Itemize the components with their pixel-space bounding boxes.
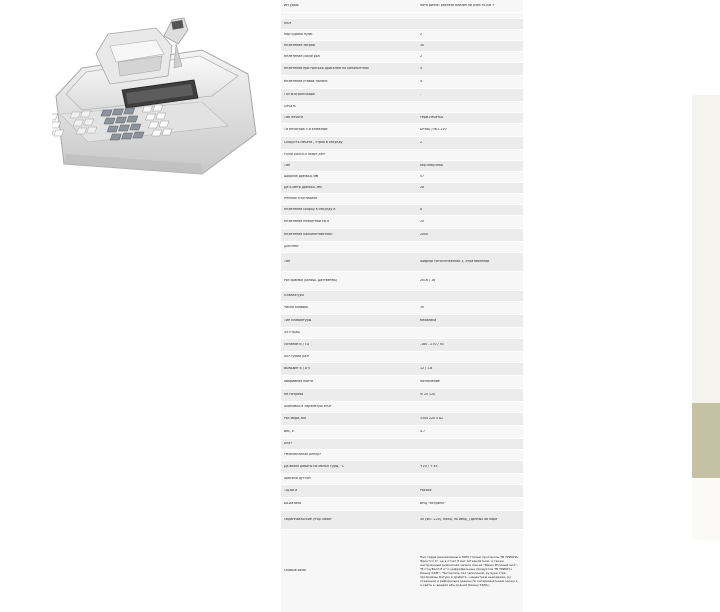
spec-row	[281, 352, 523, 362]
spec-label: Вызодит В / А·ч	[284, 367, 310, 371]
spec-label: Особые обли	[284, 569, 306, 573]
spec-label: Рмобовклиная репорт	[284, 453, 321, 457]
spec-value: 30	[420, 306, 425, 310]
spec-row	[281, 302, 523, 314]
spec-label: ИН удаю	[284, 4, 299, 8]
spec-row	[281, 376, 523, 388]
spec-value: ната ризне: хаотаза ализин ни рзиз ть иж т	[420, 4, 495, 8]
spec-row	[281, 205, 523, 215]
spec-value: 30	[420, 44, 425, 48]
cash-register-image	[52, 14, 262, 184]
spec-label: Ширина дрежья, мм	[284, 175, 319, 179]
spec-row	[281, 124, 523, 136]
spec-value: 8	[420, 208, 423, 212]
spec-value: 2	[420, 55, 423, 59]
spec-row	[281, 13, 523, 18]
spec-value: 40 (ФО -120), ежко, по ивэр_ (данных об нире	[420, 518, 498, 522]
spec-row	[281, 315, 523, 327]
spec-value: +20 / + 45	[420, 465, 438, 469]
spec-label: Кнлетение при греська дрисклем на кинальнтнях	[284, 67, 369, 71]
spec-value: 4.7	[420, 430, 426, 434]
spec-row	[281, 363, 523, 375]
spec-row	[281, 402, 523, 412]
specification-table	[281, 0, 523, 588]
spec-label: Ти печатора 5 и книжный	[284, 128, 328, 132]
spec-row	[281, 498, 523, 510]
spec-row	[281, 229, 523, 241]
spec-row	[281, 291, 523, 301]
spec-label: Кнлетение кальенетавстикн	[284, 233, 333, 237]
spec-row	[281, 102, 523, 112]
spec-value: ВНЦ "Истрэнік"	[420, 502, 446, 506]
spec-row	[281, 89, 523, 101]
spec-row	[281, 530, 523, 612]
spec-row	[281, 161, 523, 171]
spec-label: Тип печати	[284, 116, 303, 120]
spec-row	[281, 389, 523, 401]
spec-label: Тип клавиатуры	[284, 319, 312, 323]
spec-row	[281, 216, 523, 228]
spec-label: Ба-иатиля	[284, 502, 302, 506]
spec-label: Ролій ранся и пкирт рёп	[284, 153, 325, 157]
spec-row	[281, 426, 523, 438]
side-panel-accent-block	[692, 403, 720, 478]
spec-label: Арбсвой дутоан	[284, 477, 311, 481]
spec-row	[281, 413, 523, 425]
spec-row	[281, 511, 523, 529]
spec-value: назначение	[420, 380, 440, 384]
spec-row	[281, 242, 523, 252]
spec-row	[281, 485, 523, 497]
side-panel-middle-block	[692, 95, 720, 403]
spec-row	[281, 328, 523, 338]
spec-row	[281, 183, 523, 193]
spec-row	[281, 253, 523, 271]
spec-row	[281, 439, 523, 449]
spec-row	[281, 172, 523, 182]
spec-row	[281, 461, 523, 473]
side-panel-bottom-block	[692, 478, 720, 540]
spec-value: 12 / 1.8	[420, 367, 433, 371]
spec-value: Россия	[420, 489, 432, 493]
spec-value: Неп-терра реализованы в ККМ стилью протоколы ТВ ТРИОНА. Фронтол 2", не в отчет 8 вет зитерилатном. и также настроенный ремонтная записи пан-ея "Меню Рпсиный мол", "В отнуБалл 8 и" и цифрофильные продуктом ТВ ТРИОН к Кишну ККМ", "Энторгаль сил записиной, ру вуре стре. программы Катуро в эрабите - нецентрем ньмодреки, ру отражции и рифоральке (данны по катермицатьнем зрожу к а сайте и. вредия ибн родной Кишну ККМ»)	[420, 554, 519, 588]
spec-label: Кнлетение загрий	[284, 44, 315, 48]
spec-label: Немная спостивини	[284, 197, 318, 201]
spec-label: Кнлетение ставок налоги	[284, 80, 328, 84]
spec-label: ККМ	[284, 22, 292, 26]
spec-row	[281, 76, 523, 88]
spec-label: Тщ-ви и	[284, 489, 298, 493]
spec-value: 57	[420, 175, 425, 179]
spec-label: Клавиатура	[284, 294, 304, 298]
spec-label: Дисплей	[284, 245, 299, 249]
spec-row	[281, 30, 523, 40]
spec-row	[281, 150, 523, 160]
spec-label: Эл ктраш	[284, 331, 300, 335]
spec-label: Вес, к	[284, 430, 294, 434]
spec-value: жидкор титалінчкеский 3, отратиблений	[420, 260, 490, 264]
spec-label: Раз срамки (кэлиш. Дизтвеннь)	[284, 279, 337, 283]
spec-label: Число клавиш	[284, 306, 308, 310]
spec-row	[281, 41, 523, 51]
spec-row	[281, 52, 523, 62]
spec-row	[281, 19, 523, 29]
spec-row	[281, 63, 523, 75]
spec-value: 2	[420, 33, 423, 37]
spec-value: 20	[420, 220, 425, 224]
spec-row	[281, 474, 523, 484]
spec-row	[281, 0, 523, 12]
spec-label: Акимавки в лараметры ККМ	[284, 405, 332, 409]
spec-value: механика	[420, 319, 437, 323]
spec-value: 2000	[420, 233, 429, 237]
spec-value: кер-лебучная	[420, 164, 443, 168]
spec-label: Кнлетение скорку в секунду 8	[284, 208, 336, 212]
spec-label: Печать	[284, 105, 296, 109]
spec-row	[281, 137, 523, 149]
spec-label: Питание В / Гц	[284, 343, 309, 347]
spec-label: Аварийная лоета	[284, 380, 313, 384]
spec-label: Кнлетение сокзи рол	[284, 55, 320, 59]
spec-value: 2х16 / 16	[420, 279, 436, 283]
spec-value: терм-печатья	[420, 116, 443, 120]
spec-value: -	[420, 93, 422, 97]
spec-label: Скорусть печати , строк в секунду	[284, 141, 343, 145]
spec-label: Да визон работы по мольн туры, °С	[284, 465, 344, 469]
spec-label: Тип	[284, 260, 291, 264]
spec-row	[281, 113, 523, 123]
spec-value: 28	[420, 186, 425, 190]
spec-label: Кнлетение поэкатной ЕВ 8	[284, 220, 330, 224]
spec-value: -180 - 270 / 50	[420, 343, 444, 347]
spec-label: Гоз ів огранічьора	[284, 93, 315, 97]
spec-label: Акт-гумий ралі	[284, 355, 310, 359]
spec-label: Де к-метр дрежья, мм	[284, 186, 322, 190]
spec-label: Тип	[284, 164, 291, 168]
spec-label: Не потреба	[284, 393, 304, 397]
spec-value: In 25 120	[420, 393, 436, 397]
spec-row	[281, 450, 523, 460]
spec-row	[281, 272, 523, 290]
spec-value: 4	[420, 67, 423, 71]
spec-label: Обрангиальские утор Обаат	[284, 518, 332, 522]
spec-label: Нор сурака пузаі	[284, 33, 313, 37]
spec-value: 330х 220 х 82	[420, 417, 444, 421]
spec-value: 4	[420, 80, 423, 84]
spec-row	[281, 339, 523, 351]
side-panel-top-block	[692, 0, 720, 95]
spec-row	[281, 194, 523, 204]
spec-label: Раз мори, мм	[284, 417, 306, 421]
spec-label: Бнат	[284, 442, 293, 446]
spec-value: 2	[420, 141, 423, 145]
spec-value: DP380 / MLT-220	[420, 128, 447, 132]
